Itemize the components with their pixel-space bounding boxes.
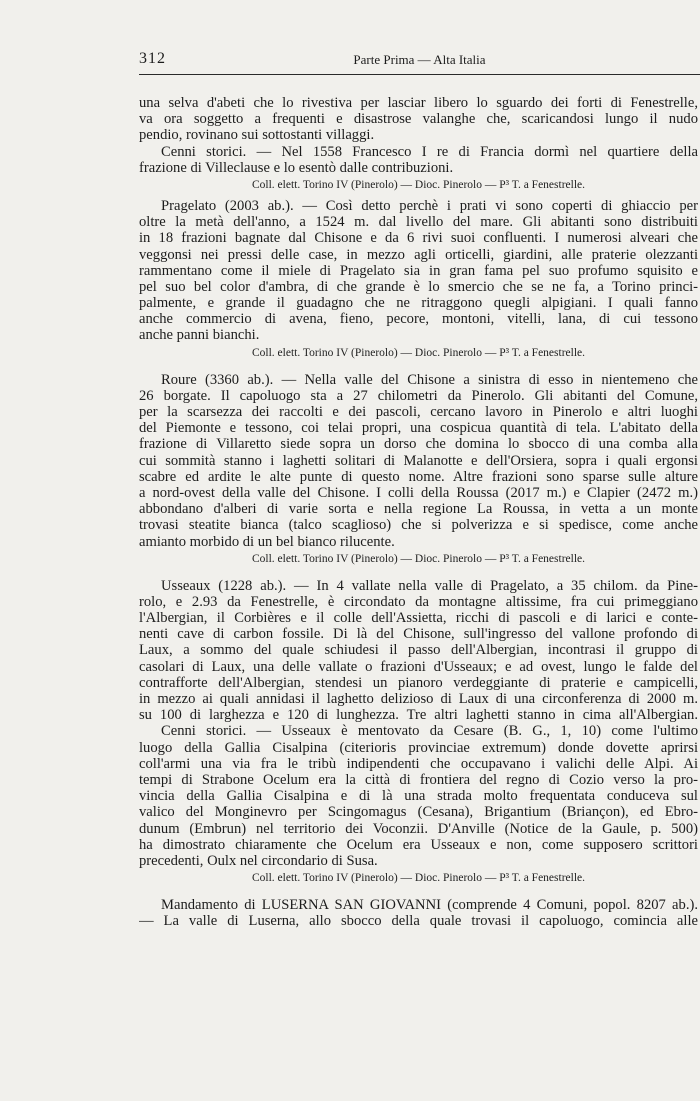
text-line: a nord-ovest della valle del Chisone. I colli della Roussa (2017 m.) e Clapier (2472 m.)	[139, 484, 698, 501]
text-line: nenti cave di carbon fossile. Di là del Chisone, sull'ingresso del vallone profondo di	[139, 626, 698, 643]
text-line: veggonsi nei pressi delle case, in mezzo agli orticelli, giardini, alle praterie olezzanti	[139, 246, 698, 263]
text-line: — La valle di Luserna, allo sbocco della quale trovasi il capoluogo, comincia alle	[139, 913, 698, 930]
text-line: valico del Monginevro per Scingomagus (Cesana), Brigantium (Briançon), ed Ebro-	[139, 804, 698, 821]
text-line: 26 borgate. Il capoluogo sta a 27 chilometri da Pinerolo. Gli abitanti del Comune,	[139, 387, 698, 404]
text-line: trovasi steatite bianca (talco scaglioso) che si polverizza e si spedisce, come anche	[139, 517, 698, 534]
electoral-note: Coll. elett. Torino IV (Pinerolo) — Dioc. Pinerolo — P³ T. a Fenestrelle.	[251, 178, 585, 191]
entry-line: Usseaux (1228 ab.). — In 4 vallate nella valle di Pragelato, a 35 chilom. da Pine-	[161, 577, 698, 594]
electoral-note: Coll. elett. Torino IV (Pinerolo) — Dioc. Pinerolo — P³ T. a Fenestrelle.	[251, 346, 585, 359]
text-line: pendio, rovinano sui sottostanti villaggi.	[139, 127, 375, 144]
text-line: luogo della Gallia Cisalpina (citerioris provinciae extremum) donde dovette aprirsi	[139, 739, 698, 756]
text-line: del Piemonte e tessono, coi telai propri, una cospicua quantità di tela. L'abitato della	[139, 420, 698, 437]
text-line: frazione di Villeclause e lo esentò dalle contribuzioni.	[139, 159, 454, 176]
text-line: precedenti, Oulx nel circondario di Susa.	[139, 852, 378, 869]
text-line: Cenni storici. — Usseaux è mentovato da Cesare (B. G., 1, 10) come l'ultimo	[161, 723, 698, 740]
text-line: su 100 di larghezza e 120 di lunghezza. Tre altri laghetti stanno in cima all'Albergian.	[139, 707, 698, 724]
text-line: ha dimostrato chiaramente che Ocelum era Usseaux e non, come supposero scrittori	[139, 836, 698, 853]
text-line: casolari di Laux, una delle vallate o frazioni d'Usseaux; e ad ovest, lungo le falde del	[139, 658, 698, 675]
text-line: va ora soggetto a frequenti e disastrose valanghe che, scaricandosi lungo il nudo	[139, 111, 698, 128]
text-line: in 18 frazioni bagnate dal Chisone e da 6 rivi suoi confluenti. I numerosi alveari che	[139, 230, 698, 247]
text-line: coll'armi una via fra le tribù indipendenti che occupavano i valichi delle Alpi. Ai	[139, 755, 698, 772]
text-line: cui sommità stanno i laghetti solitari di Malanotte e dell'Orsiera, sopra i quali ergonsi	[139, 452, 698, 469]
text-line: rammentano come il miele di Pragelato sia in gran fama pel suo profumo squisito e	[139, 262, 698, 279]
text-line: dunum (Embrun) nel territorio dei Voconzii. D'Anville (Notice de la Gaule, p. 500)	[139, 820, 698, 837]
entry-line: Pragelato (2003 ab.). — Così detto perchè i prati vi sono coperti di ghiaccio per	[161, 197, 698, 214]
electoral-note: Coll. elett. Torino IV (Pinerolo) — Dioc. Pinerolo — P³ T. a Fenestrelle.	[251, 872, 585, 885]
text-line: anche commercio di avena, fieno, pecore, montoni, vitelli, lana, di cui tessono	[139, 311, 698, 328]
page-number: 312	[139, 50, 166, 67]
text-line: una selva d'abeti che lo rivestiva per lasciar libero lo sguardo dei forti di Fenestrelle,	[139, 95, 698, 111]
text-line: Laux, a sommo del quale schiudesi il passo dell'Albergian, incontrasi il gruppo di	[139, 642, 698, 659]
text-line: contrafforte dell'Albergian, stendesi un pianoro verdeggiante di praterie e campicelli,	[139, 674, 698, 691]
text-line: palmente, e grande il guadagno che ne ritraggono quegli alpigiani. I quali fanno	[139, 295, 698, 312]
text-line: abbondano d'alberi di varie sorta e nella regione La Roussa, in vetta a un monte	[139, 501, 698, 518]
text-line: per la scarsezza dei raccolti e dei pascoli, cercano lavoro in Pinerolo e altri luoghi	[139, 404, 698, 420]
entry-line: Roure (3360 ab.). — Nella valle del Chisone a sinistra di esso in nientemeno che	[161, 371, 698, 388]
text-line: in mezzo ai quali annidasi il laghetto delizioso di Laux di una circonferenza di 2000 m.	[139, 691, 698, 707]
running-header	[139, 50, 700, 75]
text-line: scabre ed ardite le alte punte di questo nome. Altre frazioni sono sparse sulle alture	[139, 468, 698, 485]
text-line: pel suo bel color d'ambra, di che grande è lo smercio che se ne fa, a Torino princi-	[139, 278, 698, 295]
text-line: Cenni storici. — Nel 1558 Francesco I re di Francia dormì nel quartiere della	[161, 143, 698, 160]
section-heading-line: Mandamento di LUSERNA SAN GIOVANNI (comprende 4 Comuni, popol. 8207 ab.).	[161, 897, 698, 914]
text-body	[139, 95, 698, 929]
running-title: Parte Prima — Alta Italia	[353, 52, 486, 67]
text-line: rolo, e 2.93 da Fenestrelle, è circondato da montagne altissime, fra cui primeggiano	[139, 593, 698, 610]
text-line: frazione di Villaretto siede sopra un dorso che domina lo sbocco di una comba alla	[139, 436, 698, 453]
text-line: vincia della Gallia Cisalpina e di là una strada molto frequentata conduceva sul	[139, 788, 698, 805]
text-line: oltre la metà dell'anno, a 1524 m. dal livello del mare. Gli abitanti sono distribuiti	[139, 214, 698, 231]
text-line: amianto morbido di un bel bianco rilucente.	[139, 533, 395, 550]
text-line: anche panni bianchi.	[139, 327, 260, 344]
text-line: tempi di Strabone Ocelum era la città di frontiera del regno di Cozio verso la pro-	[139, 771, 698, 788]
text-line: l'Albergian, il Corbières e il colle dell'Assietta, ricchi di pascoli e di larici e conte-	[139, 610, 698, 627]
electoral-note: Coll. elett. Torino IV (Pinerolo) — Dioc. Pinerolo — P³ T. a Fenestrelle.	[251, 552, 585, 565]
